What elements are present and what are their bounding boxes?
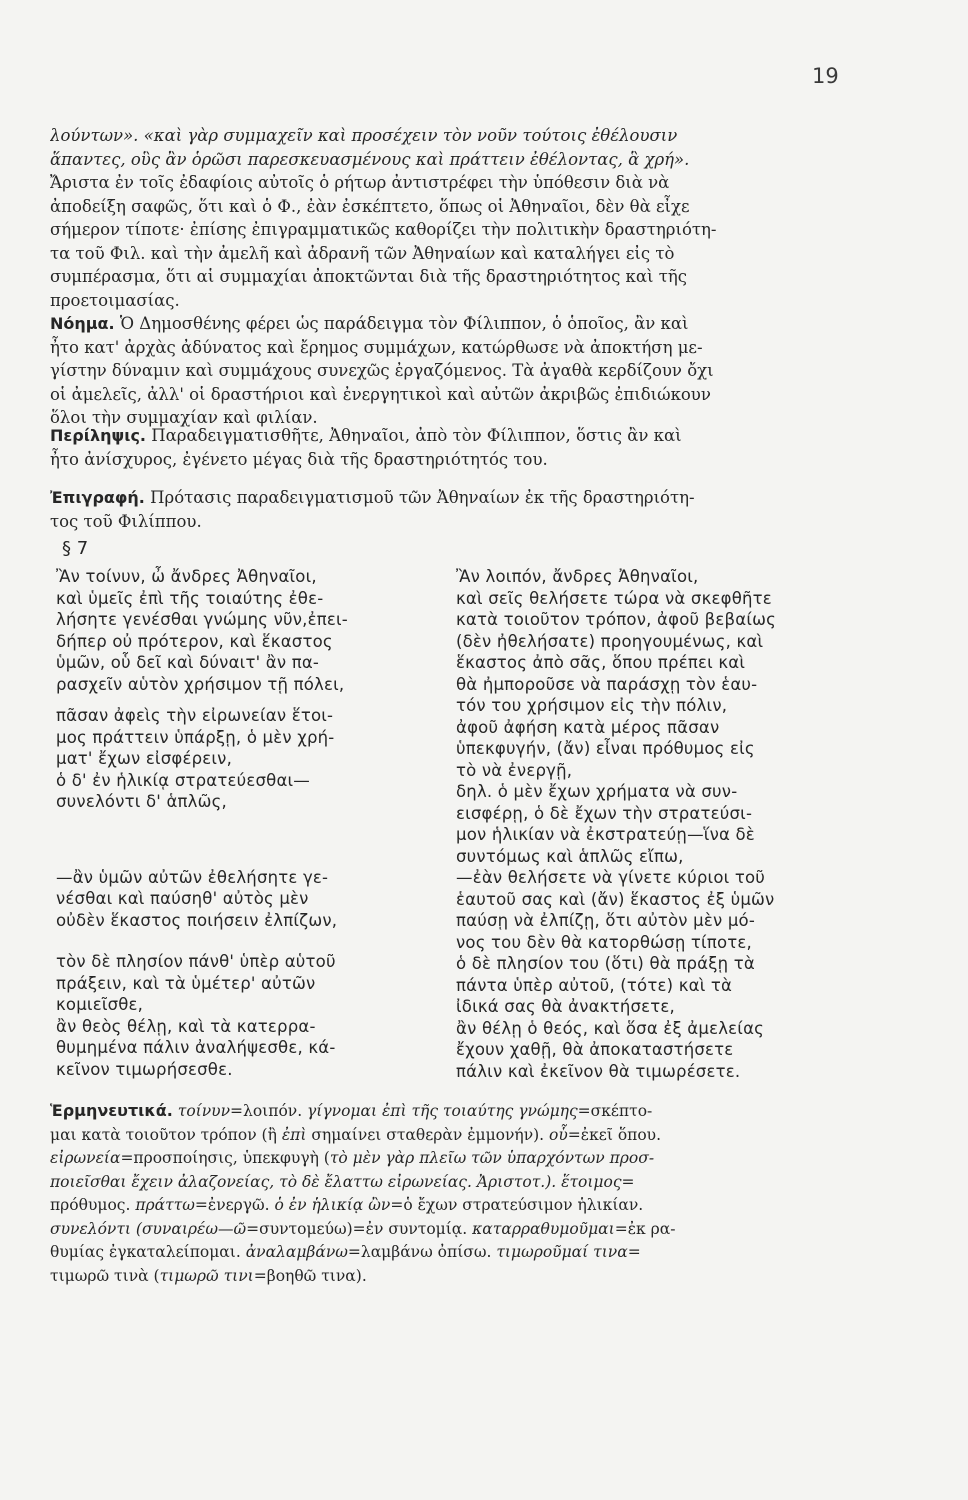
text-line [50,1099,860,1124]
text-line [50,448,860,472]
text-line [50,336,860,360]
text-run: = [621,1172,635,1191]
intro-paragraph [50,124,860,312]
text-line [50,312,860,336]
column-line: ματ' ἔχων εἰσφέρειν, [56,749,233,768]
text-run: οἱ ἀμελεῖς, ἀλλ' οἱ δραστήριοι καὶ ἐνεργητικοὶ καὶ αὐτῶν ἀκριβῶς ἐπιδιώκουν [50,384,711,404]
text-run: ὁ ἐν ἡλικίᾳ ὢν [274,1196,391,1214]
text-run: =ἐκ ρα- [614,1219,676,1238]
text-run: Παραδειγματισθῆτε, Ἀθηναῖοι, ἀπὸ τὸν Φίλιππον, ὅστις ἂν καὶ [146,426,682,445]
text-run: συνελόντι (συναιρέω [50,1219,218,1238]
column-line: ἑαυτοῦ σας καὶ (ἄν) ἕκαστος ἐξ ὑμῶν [456,889,775,909]
text-run: Πρότασις παραδειγματισμοῦ τῶν Ἀθηναίων ἐκ τῆς δραστηριότη- [144,488,695,507]
section-number: § 7 [62,538,89,559]
translation-column [456,566,876,1082]
text-run: προετοιμασίας. [50,290,180,310]
column-line: μον ἡλικίαν νὰ ἐκστρατεύῃ—ἵνα δὲ [456,825,755,844]
ancient-text-column [56,566,436,1080]
text-run: ἀναλαμβάνω [245,1243,348,1261]
text-line [50,171,860,195]
text-line [50,1194,860,1218]
column-line: Ἂν λοιπόν, ἄνδρες Ἀθηναῖοι, [456,567,699,586]
column-line: θυμημένα πάλιν ἀναλήψεσθε, κά- [56,1038,336,1057]
column-line: θὰ ἠμποροῦσε νὰ παράσχῃ τὸν ἑαυ- [456,674,758,694]
text-run: ῶ [233,1219,247,1238]
text-run: καταρραθυμοῦμαι [472,1219,615,1238]
column-line: ὑπεκφυγήν, (ἄν) εἶναι πρόθυμος εἰς [456,739,755,758]
text-line [50,195,860,219]
column-line: ρασχεῖν αὑτὸν χρήσιμον τῇ πόλει, [56,674,345,694]
text-run: τος τοῦ Φιλίππου. [50,511,202,531]
column-line: ὁ δὲ πλησίον του (ὅτι) θὰ πράξῃ τὰ [456,954,755,973]
perilipsis-paragraph [50,424,860,471]
text-run: =ἐκεῖ ὅπου. [567,1125,662,1144]
text-line [50,1124,860,1148]
column-line: κομιεῖσθε, [56,995,144,1014]
text-run: ὅλοι τὴν συμμαχίαν καὶ φιλίαν. [50,408,318,427]
column-line: οὐδὲν ἕκαστος ποιήσειν ἐλπίζων, [56,910,338,930]
column-line: πάντα ὑπὲρ αὐτοῦ, (τότε) καὶ τὰ [456,975,733,995]
page-number: 19 [812,64,839,88]
column-line: Ἂν τοίνυν, ὦ ἄνδρες Ἀθηναῖοι, [56,567,317,586]
text-line [50,265,860,289]
text-line [50,218,860,242]
noima-paragraph [50,312,860,430]
text-run: Ὁ Δημοσθένης φέρει ὡς παράδειγμα τὸν Φίλιππον, ὁ ὁποῖος, ἂν καὶ [114,314,689,333]
column-line: ἀφοῦ ἀφήση κατὰ μέρος πᾶσαν [456,717,720,737]
text-run: πράττω [135,1196,195,1214]
text-run: λούντων». «καὶ γὰρ συμμαχεῖν καὶ προσέχειν τὸν νοῦν τούτοις ἐθέλουσιν [50,126,678,145]
text-line [50,148,860,172]
text-run: = [627,1243,641,1261]
column-line: δήπερ οὐ πρότερον, καὶ ἕκαστος [56,631,333,651]
text-run: ἀποδείξη σαφῶς, ὅτι καὶ ὁ Φ., ἐὰν ἐσκέπτετο, ὅπως οἱ Ἀθηναῖοι, δὲν θὰ εἶχε [50,196,690,216]
column-line: τὸν δὲ πλησίον πάνθ' ὑπὲρ αὑτοῦ [56,952,336,971]
text-line [50,242,860,266]
column-line: πράξειν, καὶ τὰ ὑμέτερ' αὐτῶν [56,973,316,993]
text-run: ἐπὶ [281,1125,307,1144]
text-run: εἰρωνεία [50,1149,121,1167]
column-line: καὶ ὑμεῖς ἐπὶ τῆς τοιαύτης ἐθε- [56,588,324,608]
column-line: νος του δὲν θὰ κατορθώσῃ τίποτε, [456,932,752,952]
column-line: συνελόντι δ' ἁπλῶς, [56,792,227,811]
column-line: παύσῃ νὰ ἐλπίζῃ, ὅτι αὐτὸν μὲν μό- [456,911,755,930]
text-line [50,1218,860,1242]
text-run: γίγνομαι ἐπὶ τῆς τοιαύτης γνώμης [307,1102,578,1120]
text-run: ἕτοιμος [561,1172,622,1191]
column-line: κεῖνον τιμωρήσεσθε. [56,1059,233,1079]
column-line: ἔχουν χαθῇ, θὰ ἀποκαταστήσετε [456,1040,734,1059]
text-run: =λαμβάνω ὀπίσω. [347,1243,497,1261]
text-line [50,124,860,148]
column-line: συντόμως καὶ ἁπλῶς εἴπω, [456,846,684,866]
text-run: — [218,1219,234,1238]
text-line [50,1241,860,1265]
column-line: ὁ δ' ἐν ἡλικίᾳ στρατεύεσθαι— [56,770,311,790]
column-line: ἂν θεὸς θέλῃ, καὶ τὰ κατερρα- [56,1016,316,1036]
text-run: θυμίας ἐγκαταλείπομαι. [50,1243,246,1261]
text-line [50,1147,860,1171]
text-run: πρόθυμος. [50,1196,136,1214]
epigrafi-paragraph [50,486,860,533]
text-run: τοίνυν [177,1102,231,1120]
text-line [50,383,860,407]
text-line [50,510,860,534]
text-run: =ὁ ἔχων στρατεύσιμον ἡλικίαν. [390,1196,644,1214]
text-run: =λοιπόν. [230,1102,308,1120]
column-line: ἰδικά σας θὰ ἀνακτήσετε, [456,997,675,1016]
text-run: ποιεῖσθαι ἔχειν ἀλαζονείας, τὸ δὲ ἔλαττω εἰρωνείας. Ἀριστοτ.). [50,1172,557,1191]
text-line [50,1171,860,1195]
text-run: =προσποίησις, ὑπεκφυγὴ ( [120,1149,330,1167]
text-line [50,289,860,313]
text-line [50,486,860,510]
column-line: νέσθαι καὶ παύσηθ' αὐτὸς μὲν [56,889,309,908]
column-line: τὸ νὰ ἐνεργῇ, [456,760,573,780]
glossary-paragraph [50,1099,860,1288]
text-run: =βοηθῶ τινα). [253,1266,367,1285]
column-line: λήσητε γενέσθαι γνώμης νῦν,ἐπει- [56,610,348,629]
section-heading: Νόημα. [50,314,115,333]
column-line: —ἂν ὑμῶν αὐτῶν ἐθελήσητε γε- [56,867,329,887]
column-line: καὶ σεῖς θελήσετε τώρα νὰ σκεφθῆτε [456,588,772,608]
text-line [50,424,860,448]
text-run: μαι κατὰ τοιοῦτον τρόπον (ἢ [50,1125,282,1144]
column-line: ἕκαστος ἀπὸ σᾶς, ὅπου πρέπει καὶ [456,653,746,672]
text-run: γίστην δύναμιν καὶ συμμάχους συνεχῶς ἐργαζόμενος. Τὰ ἀγαθὰ κερδίζουν ὄχι [50,361,714,380]
text-line [50,1265,860,1289]
column-line: —ἐὰν θελήσετε νὰ γίνετε κύριοι τοῦ [456,868,766,887]
text-run: σήμερον τίποτε· ἐπίσης ἐπιγραμματικῶς καθορίζει τὴν πολιτικὴν δραστηριότη- [50,220,717,239]
column-line: ὑμῶν, οὗ δεῖ καὶ δύναιτ' ἂν πα- [56,653,320,672]
text-line [50,359,860,383]
column-line: κατὰ τοιοῦτον τρόπον, ἀφοῦ βεβαίως [456,610,777,629]
text-run: =ἐνεργῶ. [194,1196,275,1214]
column-line: πᾶσαν ἀφεὶς τὴν εἰρωνείαν ἕτοι- [56,706,334,725]
column-line: ἂν θέλῃ ὁ θεός, καὶ ὅσα ἐξ ἀμελείας [456,1018,765,1038]
text-run: σημαίνει σταθερὰν ἐμμονήν). [306,1125,550,1144]
text-run: =συντομεύω)=ἐν συντομίᾳ. [246,1219,473,1238]
column-line: εισφέρῃ, ὁ δὲ ἔχων τὴν στρατεύσι- [456,803,753,823]
text-run: συμπέρασμα, ὅτι αἱ συμμαχίαι ἀποκτῶνται διὰ τῆς δραστηριότητος καὶ τῆς [50,267,687,286]
column-line: τόν του χρήσιμον εἰς τὴν πόλιν, [456,696,728,715]
text-run: ἦτο ἀνίσχυρος, ἐγένετο μέγας διὰ τῆς δραστηριότητός του. [50,449,548,469]
column-line: δηλ. ὁ μὲν ἔχων χρήματα νὰ συν- [456,782,738,801]
section-heading: Ἑρμηνευτικά. [50,1101,173,1120]
text-run: τα τοῦ Φιλ. καὶ τὴν ἀμελῆ καὶ ἀδρανῆ τῶν Ἀθηναίων καὶ καταλήγει εἰς τὸ [50,243,675,263]
text-run: οὗ [549,1125,568,1144]
column-line: μος πράττειν ὑπάρξῃ, ὁ μὲν χρή- [56,727,335,747]
column-line: πάλιν καὶ ἐκεῖνον θὰ τιμωρέσετε. [456,1061,741,1081]
section-heading: Περίληψις. [50,426,146,445]
text-run: τιμωρῶ τινὰ ( [50,1266,160,1285]
text-run: Ἄριστα ἐν τοῖς ἐδαφίοις αὐτοῖς ὁ ρήτωρ ἀντιστρέφει τὴν ὑπόθεσιν διὰ νὰ [50,173,670,192]
text-run: τιμωροῦμαί τινα [496,1243,628,1261]
text-run: τιμωρῶ τινι [159,1266,254,1285]
text-run: ἦτο κατ' ἀρχὰς ἀδύνατος καὶ ἔρημος συμμάχων, κατώρθωσε νὰ ἀποκτήση με- [50,337,703,357]
text-run: =σκέπτο- [577,1102,653,1120]
text-run: ἅπαντες, οὓς ἂν ὁρῶσι παρεσκευασμένους καὶ πράττειν ἐθέλοντας, ἃ χρή». [50,149,690,169]
section-heading: Ἐπιγραφή. [50,488,145,507]
column-line: (δὲν ἠθελήσατε) προηγουμένως, καὶ [456,631,764,651]
text-run: τὸ μὲν γὰρ πλεῖω τῶν ὑπαρχόντων προσ- [329,1149,655,1167]
